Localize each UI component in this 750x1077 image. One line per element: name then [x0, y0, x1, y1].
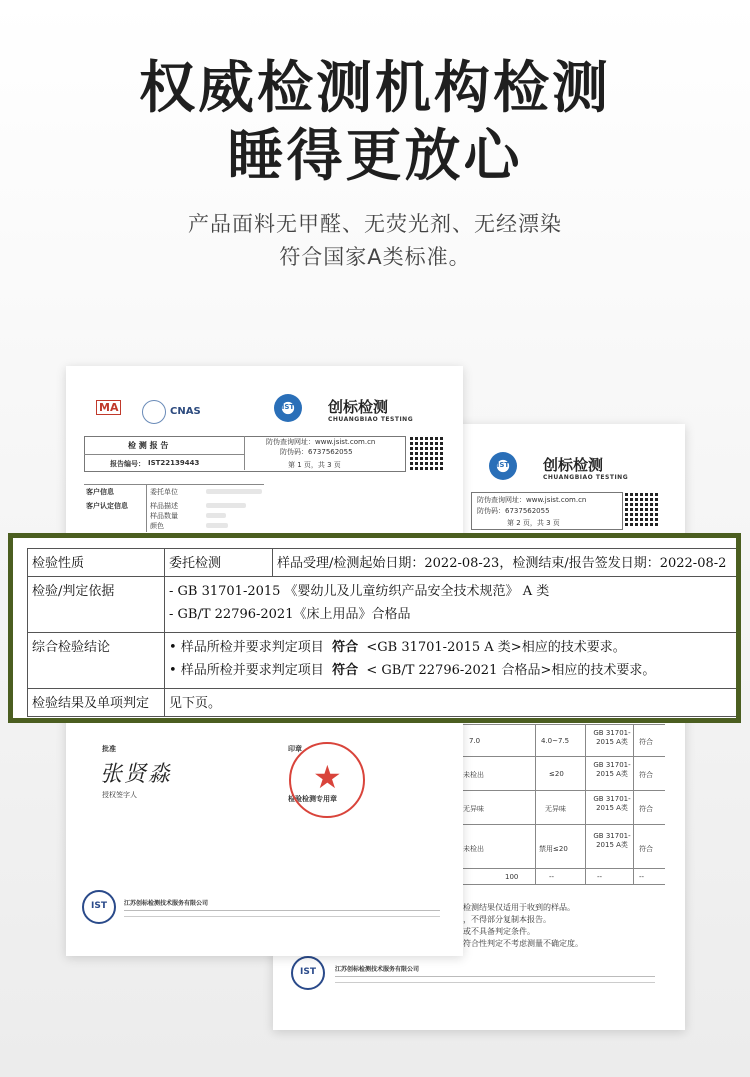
table-row — [28, 549, 742, 577]
report-title: 检 测 报 告 — [128, 441, 169, 450]
anti-fake-code: 防伪码：6737562055 — [280, 448, 353, 456]
page-number: 第 1 页，共 3 页 — [288, 461, 341, 469]
seal-use-label: 检验检测专用章 — [288, 795, 337, 803]
footer-company: 江苏创标检测技术服务有限公司 — [335, 966, 420, 973]
star-icon: ★ — [313, 758, 342, 796]
cma-logo-icon: MA — [96, 400, 121, 415]
standards-cell — [165, 577, 742, 633]
inspection-type: 委托检测 — [165, 549, 273, 577]
conclusion-cell — [165, 633, 742, 689]
report-number: IST22139443 — [148, 459, 200, 467]
certificate-page-1: MA CNAS IST 创标检测 CHUANGBIAO TESTING 检 测 报 告 报告编号： IST22139443 防伪查询网址：www.jsist.com.cn 防伪码：6737562055 第 1 页，共 3 页 客户信息 委托单位 客户认定信息 样品描述 样品数量 颜色 批准 印章 授权签字人 检验检测专用章 IST 江苏创标检测技术服务有限公司 — [66, 366, 463, 956]
brand-name: 创标检测 — [328, 398, 389, 416]
standard-line-2: - GB/T 22796-2021《床上用品》合格品 — [169, 607, 411, 622]
query-site: 防伪查询网址：www.jsist.com.cn — [477, 496, 587, 504]
row-label: 检验/判定依据 — [28, 577, 165, 633]
ist-footer-logo-icon: IST — [82, 890, 116, 924]
highlight-result-panel — [8, 533, 741, 723]
footer-company: 江苏创标检测技术服务有限公司 — [124, 900, 209, 907]
signature: 张贤淼 — [100, 762, 173, 787]
table-row — [28, 577, 742, 633]
official-seal — [289, 742, 365, 818]
subtitle-line1: 产品面料无甲醛、无荧光剂、无经漂染 — [188, 212, 562, 236]
query-site: 防伪查询网址：www.jsist.com.cn — [266, 438, 376, 446]
cnas-logo: CNAS — [170, 406, 201, 417]
row-label: 综合检验结论 — [28, 633, 165, 689]
brand-name-en: CHUANGBIAO TESTING — [543, 474, 629, 481]
subtitle-line2: 符合国家A类标准。 — [279, 245, 471, 269]
ist-logo-icon: IST — [274, 394, 302, 422]
certificate-page-2: IST 创标检测 CHUANGBIAO TESTING 防伪查询网址：www.jsist.com.cn 防伪码：6737562055 第 2 页，共 3 页 7.0 4.0~7.5 GB 31701-2015 A类 符合 未检出 ≤20 GB 31701-2015 A类 符合 无异味 无异味 GB 31701-2015 A类 符合 未检出 禁用≤20 GB 31701-2015 A类 符合 100 -- -- -- 检测结果仅适用于收到的样品。 ，不得部分复制本报告。 或不具备判定条件。 符合性判定不考虑测量不确定度。 IST 江苏创标检测技术服务有限公司 — [273, 424, 685, 1030]
result-table — [27, 548, 741, 717]
table-row — [28, 689, 742, 717]
ilac-logo-icon — [142, 400, 166, 424]
ist-logo-icon: IST — [489, 452, 517, 480]
headline-line1: 权威检测机构检测 — [139, 56, 611, 121]
conclusion-line-2: • 样品所检并要求判定项目 符合 < GB/T 22796-2021 合格品>相应的技术要求。 — [169, 663, 656, 678]
ist-footer-logo-icon: IST — [291, 956, 325, 990]
brand-name-en: CHUANGBIAO TESTING — [328, 416, 414, 423]
row-label: 检验性质 — [28, 549, 165, 577]
standard-line-1: - GB 31701-2015 《婴幼儿及儿童纺织产品安全技术规范》 A 类 — [169, 584, 550, 599]
row-label: 检验结果及单项判定 — [28, 689, 165, 717]
results-reference: 见下页。 — [165, 689, 742, 717]
inspection-dates: 样品受理/检测起始日期：2022-08-23，检测结束/报告签发日期：2022-08-2 — [273, 549, 742, 577]
qr-code-icon — [410, 436, 444, 470]
qr-code-icon — [625, 492, 659, 526]
table-row — [28, 633, 742, 689]
anti-fake-code: 防伪码：6737562055 — [477, 507, 550, 515]
page-number: 第 2 页，共 3 页 — [507, 519, 560, 527]
brand-name: 创标检测 — [543, 456, 604, 474]
headline-line2: 睡得更放心 — [227, 124, 523, 189]
conclusion-line-1: • 样品所检并要求判定项目 符合 <GB 31701-2015 A 类>相应的技术要求。 — [169, 640, 626, 655]
